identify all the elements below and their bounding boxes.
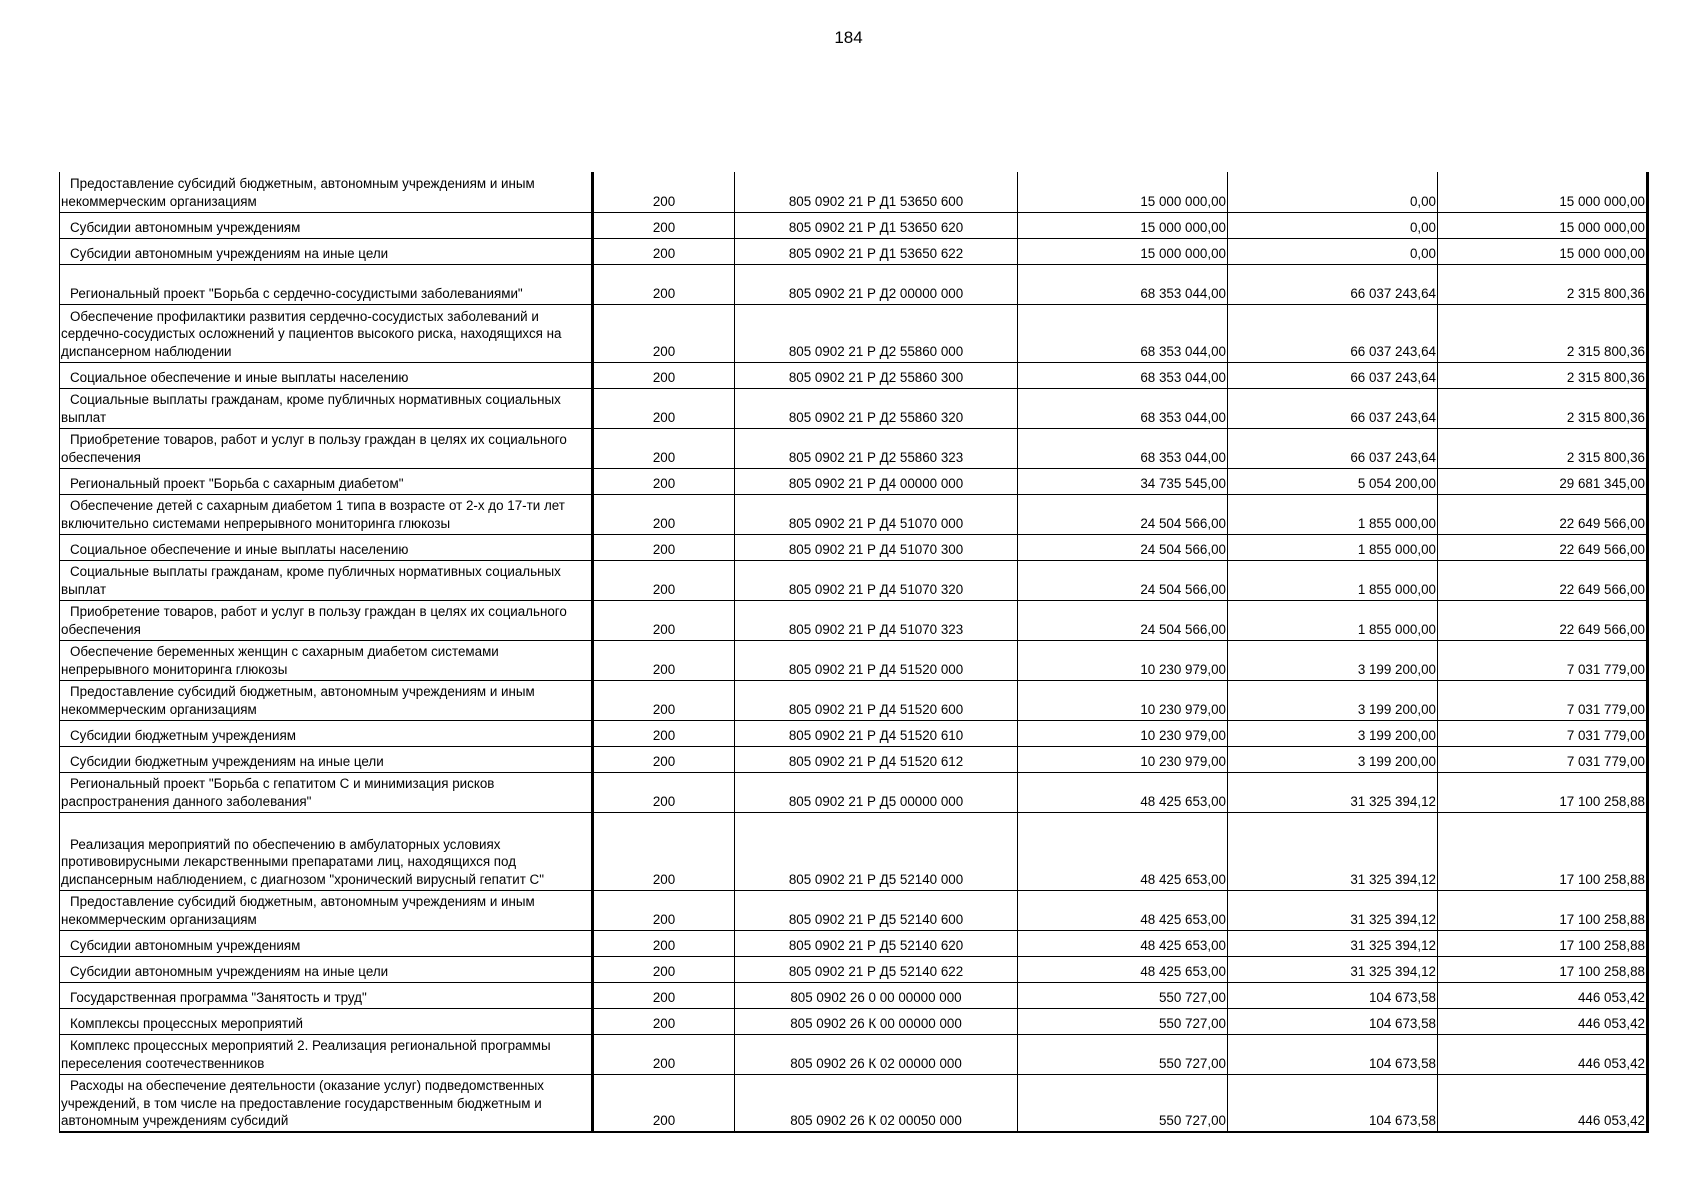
row-unexecuted-cell: 7 031 779,00 (1438, 640, 1648, 680)
row-name-text: Реализация мероприятий по обеспечению в амбулаторных условиях противовирусными лекарственными препаратами лиц, находящихся под диспансерным наблюдением, с диагнозом "хронический вирусный гепатит С" (61, 836, 544, 887)
row-code-cell: 200 (593, 1008, 735, 1034)
row-approved-cell: 68 353 044,00 (1018, 388, 1228, 428)
row-name-text: Субсидии автономным учреждениям (70, 937, 301, 953)
row-approved-cell: 15 000 000,00 (1018, 238, 1228, 264)
row-code-cell: 200 (593, 212, 735, 238)
row-name-cell (60, 720, 593, 746)
row-name-cell (60, 890, 593, 930)
row-name-cell (60, 362, 593, 388)
row-kbk-cell: 805 0902 21 Р Д4 51070 323 (735, 600, 1018, 640)
row-unexecuted-cell: 17 100 258,88 (1438, 812, 1648, 890)
table-row (60, 304, 1648, 362)
row-code-cell: 200 (593, 388, 735, 428)
row-code-cell: 200 (593, 640, 735, 680)
row-name-text: Приобретение товаров, работ и услуг в пользу граждан в целях их социального обеспечения (61, 432, 567, 465)
row-kbk-cell: 805 0902 21 Р Д5 52140 620 (735, 930, 1018, 956)
row-unexecuted-cell: 446 053,42 (1438, 1074, 1648, 1132)
row-code-cell: 200 (593, 812, 735, 890)
row-executed-cell: 1 855 000,00 (1228, 494, 1438, 534)
row-executed-cell: 66 037 243,64 (1228, 362, 1438, 388)
row-code-cell: 200 (593, 930, 735, 956)
row-kbk-cell: 805 0902 21 Р Д4 51520 612 (735, 746, 1018, 772)
table-row (60, 772, 1648, 812)
table-row (60, 212, 1648, 238)
row-approved-cell: 550 727,00 (1018, 1008, 1228, 1034)
row-unexecuted-cell: 15 000 000,00 (1438, 238, 1648, 264)
row-kbk-cell: 805 0902 21 Р Д5 00000 000 (735, 772, 1018, 812)
row-name-text: Предоставление субсидий бюджетным, автономным учреждениям и иным некоммерческим организациям (61, 176, 535, 209)
table-row (60, 890, 1648, 930)
row-code-cell: 200 (593, 1074, 735, 1132)
row-unexecuted-cell: 22 649 566,00 (1438, 494, 1648, 534)
row-executed-cell: 1 855 000,00 (1228, 560, 1438, 600)
row-name-cell (60, 812, 593, 890)
row-unexecuted-cell: 22 649 566,00 (1438, 560, 1648, 600)
table-row (60, 720, 1648, 746)
table-row (60, 680, 1648, 720)
row-kbk-cell: 805 0902 26 0 00 00000 000 (735, 982, 1018, 1008)
table-row (60, 812, 1648, 890)
row-executed-cell: 3 199 200,00 (1228, 680, 1438, 720)
row-code-cell: 200 (593, 560, 735, 600)
row-kbk-cell: 805 0902 21 Р Д2 55860 320 (735, 388, 1018, 428)
row-code-cell: 200 (593, 304, 735, 362)
row-code-cell: 200 (593, 982, 735, 1008)
row-name-cell (60, 264, 593, 304)
row-approved-cell: 48 425 653,00 (1018, 890, 1228, 930)
row-executed-cell: 66 037 243,64 (1228, 388, 1438, 428)
row-code-cell: 200 (593, 680, 735, 720)
row-name-text: Региональный проект "Борьба с сахарным диабетом" (70, 475, 404, 491)
table-row (60, 956, 1648, 982)
row-executed-cell: 104 673,58 (1228, 1008, 1438, 1034)
row-kbk-cell: 805 0902 21 Р Д5 52140 000 (735, 812, 1018, 890)
row-name-cell (60, 956, 593, 982)
row-approved-cell: 68 353 044,00 (1018, 264, 1228, 304)
row-approved-cell: 48 425 653,00 (1018, 772, 1228, 812)
row-name-text: Субсидии бюджетным учреждениям (70, 727, 296, 743)
row-executed-cell: 104 673,58 (1228, 982, 1438, 1008)
row-approved-cell: 48 425 653,00 (1018, 930, 1228, 956)
page-number: 184 (834, 28, 863, 47)
row-approved-cell: 68 353 044,00 (1018, 428, 1228, 468)
row-kbk-cell: 805 0902 21 Р Д4 51520 000 (735, 640, 1018, 680)
row-executed-cell: 66 037 243,64 (1228, 264, 1438, 304)
table-row (60, 600, 1648, 640)
row-unexecuted-cell: 446 053,42 (1438, 982, 1648, 1008)
row-unexecuted-cell: 7 031 779,00 (1438, 746, 1648, 772)
row-name-cell (60, 930, 593, 956)
row-name-cell (60, 468, 593, 494)
row-approved-cell: 10 230 979,00 (1018, 680, 1228, 720)
budget-execution-table (59, 172, 1649, 1133)
row-approved-cell: 24 504 566,00 (1018, 494, 1228, 534)
row-name-text: Обеспечение беременных женщин с сахарным диабетом системами непрерывного мониторинга глюкозы (61, 644, 499, 677)
row-executed-cell: 0,00 (1228, 212, 1438, 238)
row-code-cell: 200 (593, 746, 735, 772)
row-unexecuted-cell: 22 649 566,00 (1438, 534, 1648, 560)
row-approved-cell: 48 425 653,00 (1018, 812, 1228, 890)
table-row (60, 264, 1648, 304)
row-unexecuted-cell: 22 649 566,00 (1438, 600, 1648, 640)
row-kbk-cell: 805 0902 21 Р Д4 51070 300 (735, 534, 1018, 560)
row-unexecuted-cell: 15 000 000,00 (1438, 212, 1648, 238)
row-unexecuted-cell: 7 031 779,00 (1438, 680, 1648, 720)
row-kbk-cell: 805 0902 26 К 02 00050 000 (735, 1074, 1018, 1132)
row-approved-cell: 10 230 979,00 (1018, 720, 1228, 746)
row-executed-cell: 1 855 000,00 (1228, 534, 1438, 560)
row-name-text: Комплекс процессных мероприятий 2. Реализация региональной программы переселения соотечественников (61, 1038, 551, 1071)
row-name-text: Предоставление субсидий бюджетным, автономным учреждениям и иным некоммерческим организациям (61, 684, 535, 717)
table-row (60, 1074, 1648, 1132)
row-name-cell (60, 1008, 593, 1034)
row-code-cell: 200 (593, 720, 735, 746)
row-approved-cell: 68 353 044,00 (1018, 304, 1228, 362)
row-name-text: Субсидии автономным учреждениям (70, 219, 301, 235)
row-kbk-cell: 805 0902 21 Р Д2 55860 000 (735, 304, 1018, 362)
row-code-cell: 200 (593, 600, 735, 640)
table-row (60, 930, 1648, 956)
table-row (60, 534, 1648, 560)
row-name-cell (60, 680, 593, 720)
row-kbk-cell: 805 0902 21 Р Д1 53650 622 (735, 238, 1018, 264)
row-unexecuted-cell: 2 315 800,36 (1438, 362, 1648, 388)
row-name-text: Государственная программа "Занятость и труд" (70, 989, 367, 1005)
row-code-cell: 200 (593, 468, 735, 494)
row-kbk-cell: 805 0902 21 Р Д1 53650 600 (735, 172, 1018, 212)
table-row (60, 746, 1648, 772)
row-name-cell (60, 1074, 593, 1132)
row-name-text: Субсидии бюджетным учреждениям на иные цели (70, 753, 384, 769)
row-kbk-cell: 805 0902 21 Р Д1 53650 620 (735, 212, 1018, 238)
row-approved-cell: 24 504 566,00 (1018, 534, 1228, 560)
table-row (60, 640, 1648, 680)
row-name-cell (60, 640, 593, 680)
row-executed-cell: 0,00 (1228, 172, 1438, 212)
row-name-cell (60, 428, 593, 468)
row-name-cell (60, 560, 593, 600)
table-row (60, 362, 1648, 388)
row-kbk-cell: 805 0902 21 Р Д2 55860 323 (735, 428, 1018, 468)
row-name-text: Социальные выплаты гражданам, кроме публичных нормативных социальных выплат (61, 392, 561, 425)
row-kbk-cell: 805 0902 26 К 00 00000 000 (735, 1008, 1018, 1034)
row-name-cell (60, 982, 593, 1008)
row-name-text: Социальные выплаты гражданам, кроме публичных нормативных социальных выплат (61, 564, 561, 597)
table-row (60, 238, 1648, 264)
table-row (60, 1008, 1648, 1034)
row-name-cell (60, 772, 593, 812)
row-name-text: Комплексы процессных мероприятий (70, 1015, 304, 1031)
row-code-cell: 200 (593, 772, 735, 812)
row-executed-cell: 31 325 394,12 (1228, 772, 1438, 812)
row-unexecuted-cell: 17 100 258,88 (1438, 930, 1648, 956)
row-name-text: Приобретение товаров, работ и услуг в пользу граждан в целях их социального обеспечения (61, 604, 567, 637)
row-kbk-cell: 805 0902 21 Р Д5 52140 600 (735, 890, 1018, 930)
row-unexecuted-cell: 17 100 258,88 (1438, 890, 1648, 930)
row-code-cell: 200 (593, 428, 735, 468)
row-unexecuted-cell: 15 000 000,00 (1438, 172, 1648, 212)
row-kbk-cell: 805 0902 21 Р Д2 00000 000 (735, 264, 1018, 304)
row-executed-cell: 104 673,58 (1228, 1034, 1438, 1074)
table-row (60, 468, 1648, 494)
row-unexecuted-cell: 17 100 258,88 (1438, 772, 1648, 812)
table-row (60, 982, 1648, 1008)
row-name-text: Обеспечение детей с сахарным диабетом 1 типа в возрасте от 2-х до 17-ти лет включительно системами непрерывного мониторинга глюкозы (61, 498, 565, 531)
row-unexecuted-cell: 17 100 258,88 (1438, 956, 1648, 982)
row-approved-cell: 15 000 000,00 (1018, 212, 1228, 238)
table-row (60, 494, 1648, 534)
row-code-cell: 200 (593, 238, 735, 264)
table-row (60, 388, 1648, 428)
row-kbk-cell: 805 0902 21 Р Д4 00000 000 (735, 468, 1018, 494)
row-code-cell: 200 (593, 890, 735, 930)
row-kbk-cell: 805 0902 21 Р Д4 51520 610 (735, 720, 1018, 746)
row-name-text: Субсидии автономным учреждениям на иные цели (70, 245, 389, 261)
row-name-cell (60, 494, 593, 534)
row-unexecuted-cell: 2 315 800,36 (1438, 388, 1648, 428)
row-name-text: Расходы на обеспечение деятельности (оказание услуг) подведомственных учреждений, в том числе на предоставление государственным бюджетным и автономным учреждениям субсидий (61, 1078, 544, 1129)
row-code-cell: 200 (593, 956, 735, 982)
row-executed-cell: 31 325 394,12 (1228, 812, 1438, 890)
row-kbk-cell: 805 0902 21 Р Д5 52140 622 (735, 956, 1018, 982)
row-name-cell (60, 746, 593, 772)
row-name-cell (60, 600, 593, 640)
table-row (60, 172, 1648, 212)
row-name-text: Субсидии автономным учреждениям на иные цели (70, 963, 389, 979)
row-code-cell: 200 (593, 1034, 735, 1074)
row-executed-cell: 31 325 394,12 (1228, 930, 1438, 956)
row-approved-cell: 68 353 044,00 (1018, 362, 1228, 388)
row-name-text: Социальное обеспечение и иные выплаты населению (70, 541, 409, 557)
row-unexecuted-cell: 446 053,42 (1438, 1034, 1648, 1074)
row-code-cell: 200 (593, 534, 735, 560)
row-code-cell: 200 (593, 172, 735, 212)
table-body (60, 172, 1648, 1132)
row-name-cell (60, 304, 593, 362)
row-name-text: Региональный проект "Борьба с сердечно-сосудистыми заболеваниями" (70, 285, 523, 301)
row-approved-cell: 34 735 545,00 (1018, 468, 1228, 494)
row-executed-cell: 0,00 (1228, 238, 1438, 264)
row-kbk-cell: 805 0902 21 Р Д4 51070 320 (735, 560, 1018, 600)
row-approved-cell: 24 504 566,00 (1018, 560, 1228, 600)
row-executed-cell: 3 199 200,00 (1228, 640, 1438, 680)
row-approved-cell: 48 425 653,00 (1018, 956, 1228, 982)
row-unexecuted-cell: 29 681 345,00 (1438, 468, 1648, 494)
row-executed-cell: 5 054 200,00 (1228, 468, 1438, 494)
row-executed-cell: 104 673,58 (1228, 1074, 1438, 1132)
row-unexecuted-cell: 446 053,42 (1438, 1008, 1648, 1034)
row-code-cell: 200 (593, 494, 735, 534)
row-executed-cell: 3 199 200,00 (1228, 746, 1438, 772)
row-name-text: Предоставление субсидий бюджетным, автономным учреждениям и иным некоммерческим организациям (61, 894, 535, 927)
row-name-cell (60, 238, 593, 264)
row-executed-cell: 1 855 000,00 (1228, 600, 1438, 640)
row-executed-cell: 66 037 243,64 (1228, 428, 1438, 468)
row-name-text: Региональный проект "Борьба с гепатитом С и минимизация рисков распространения данного заболевания" (61, 776, 495, 809)
row-code-cell: 200 (593, 362, 735, 388)
row-kbk-cell: 805 0902 21 Р Д4 51070 000 (735, 494, 1018, 534)
row-approved-cell: 550 727,00 (1018, 982, 1228, 1008)
table-row (60, 560, 1648, 600)
row-approved-cell: 550 727,00 (1018, 1074, 1228, 1132)
row-approved-cell: 10 230 979,00 (1018, 640, 1228, 680)
row-approved-cell: 15 000 000,00 (1018, 172, 1228, 212)
row-unexecuted-cell: 2 315 800,36 (1438, 264, 1648, 304)
row-name-cell (60, 534, 593, 560)
row-name-cell (60, 388, 593, 428)
row-executed-cell: 31 325 394,12 (1228, 890, 1438, 930)
row-executed-cell: 66 037 243,64 (1228, 304, 1438, 362)
row-name-cell (60, 1034, 593, 1074)
table-row (60, 428, 1648, 468)
row-name-text: Обеспечение профилактики развития сердечно-сосудистых заболеваний и сердечно-сосудистых осложнений у пациентов высокого риска, находящихся на диспансерном наблюдении (61, 308, 562, 359)
row-kbk-cell: 805 0902 26 К 02 00000 000 (735, 1034, 1018, 1074)
row-code-cell: 200 (593, 264, 735, 304)
row-kbk-cell: 805 0902 21 Р Д4 51520 600 (735, 680, 1018, 720)
row-approved-cell: 10 230 979,00 (1018, 746, 1228, 772)
row-executed-cell: 3 199 200,00 (1228, 720, 1438, 746)
row-name-cell (60, 172, 593, 212)
row-unexecuted-cell: 2 315 800,36 (1438, 304, 1648, 362)
row-executed-cell: 31 325 394,12 (1228, 956, 1438, 982)
row-name-cell (60, 212, 593, 238)
row-unexecuted-cell: 2 315 800,36 (1438, 428, 1648, 468)
row-unexecuted-cell: 7 031 779,00 (1438, 720, 1648, 746)
row-approved-cell: 24 504 566,00 (1018, 600, 1228, 640)
row-name-text: Социальное обеспечение и иные выплаты населению (70, 369, 409, 385)
row-approved-cell: 550 727,00 (1018, 1034, 1228, 1074)
row-kbk-cell: 805 0902 21 Р Д2 55860 300 (735, 362, 1018, 388)
table-row (60, 1034, 1648, 1074)
